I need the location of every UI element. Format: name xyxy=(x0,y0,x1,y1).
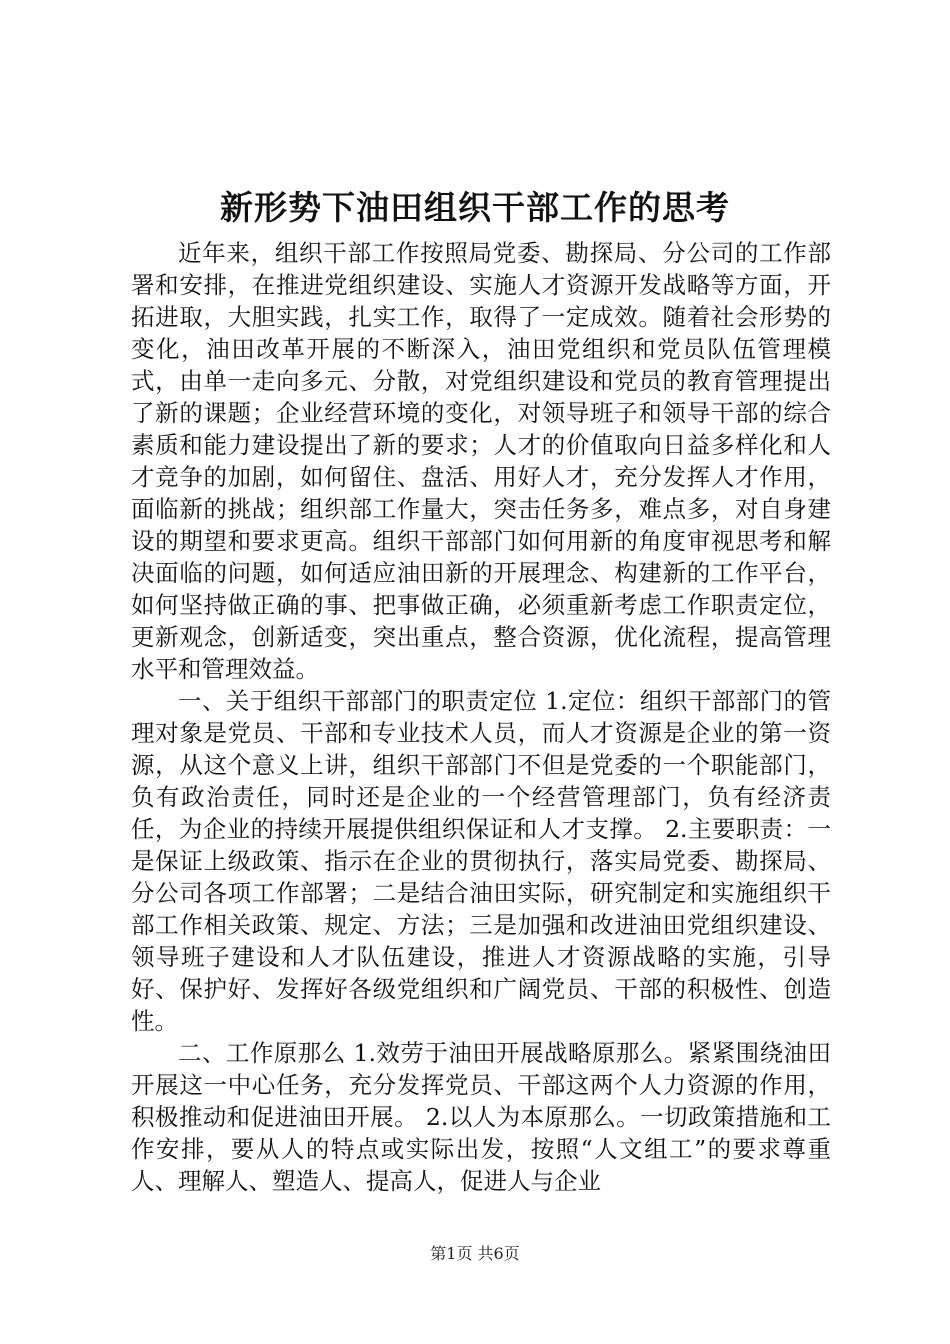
paragraph-section-one: 一、关于组织干部部门的职责定位 1.定位：组织干部部门的管理对象是党员、干部和专业技术人员，而人才资源是企业的第一资源，从这个意义上讲，组织干部部门不但是党委的一个职能部门，负有政治责任，同时还是企业的一个经营管理部门，负有经济责任，为企业的持续开展提供组织保证和人才支撑。 2.主要职责：一是保证上级政策、指示在企业的贯彻执行，落实局党委、勘探局、分公司各项工作部署；二是结合油田实际，研究制定和实施组织干部工作相关政策、规定、方法；三是加强和改进油田党组织建设、领导班子建设和人才队伍建设，推进人才资源战略的实施，引导好、保护好、发挥好各级党组织和广阔党员、干部的积极性、创造性。 xyxy=(131,687,831,1035)
document-body xyxy=(131,237,831,1197)
page-number-footer: 第1页 共6页 xyxy=(430,1244,520,1263)
document-title: 新形势下油田组织干部工作的思考 xyxy=(220,188,730,227)
paragraph-intro: 近年来，组织干部工作按照局党委、勘探局、分公司的工作部署和安排，在推进党组织建设、实施人才资源开发战略等方面，开拓进取，大胆实践，扎实工作，取得了一定成效。随着社会形势的变化，油田改革开展的不断深入，油田党组织和党员队伍管理模式，由单一走向多元、分散，对党组织建设和党员的教育管理提出了新的课题；企业经营环境的变化，对领导班子和领导干部的综合素质和能力建设提出了新的要求；人才的价值取向日益多样化和人才竞争的加剧，如何留住、盘活、用好人才，充分发挥人才作用，面临新的挑战；组织部工作量大，突击任务多，难点多，对自身建设的期望和要求更高。组织干部部门如何用新的角度审视思考和解决面临的问题，如何适应油田新的开展理念、构建新的工作平台，如何坚持做正确的事、把事做正确，必须重新考虑工作职责定位，更新观念，创新适变，突出重点，整合资源，优化流程，提高管理水平和管理效益。 xyxy=(131,239,831,683)
paragraph-section-two: 二、工作原那么 1.效劳于油田开展战略原那么。紧紧围绕油田开展这一中心任务，充分发挥党员、干部这两个人力资源的作用，积极推动和促进油田开展。 2.以人为本原那么。一切政策措施和工作安排，要从人的特点或实际出发，按照“人文组工”的要求尊重人、理解人、塑造人、提高人，促进人与企业 xyxy=(131,1039,831,1195)
